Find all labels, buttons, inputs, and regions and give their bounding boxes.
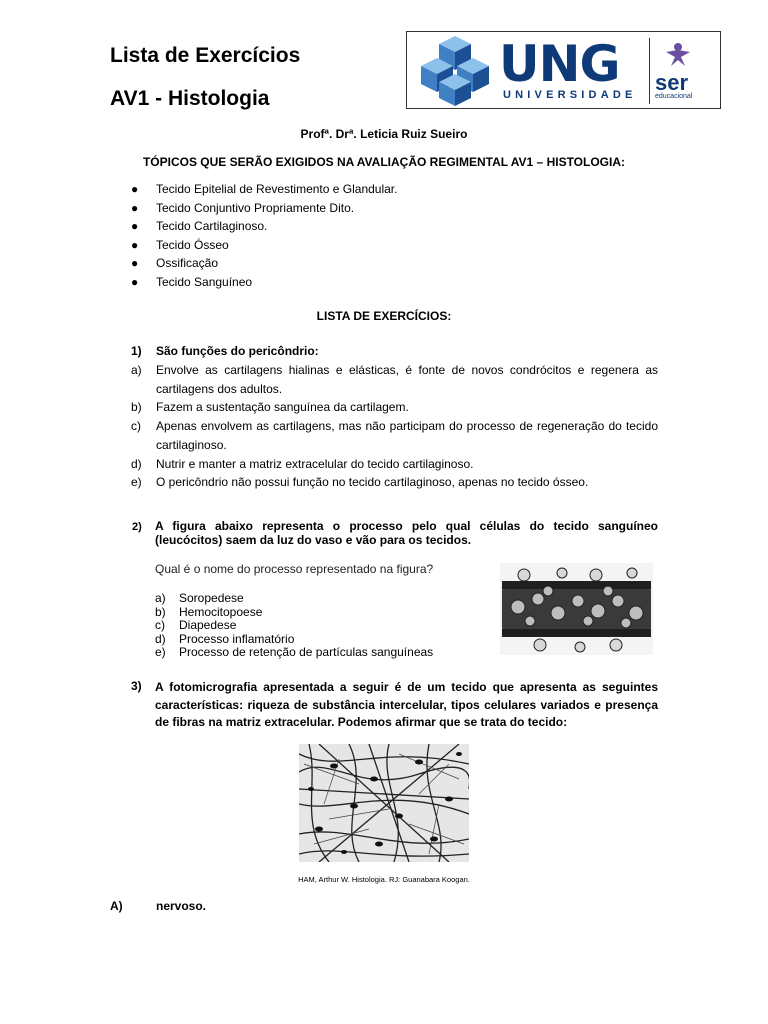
topics-heading: TÓPICOS QUE SERÃO EXIGIDOS NA AVALIAÇÃO REGIMENTAL AV1 – HISTOLOGIA: bbox=[142, 155, 626, 169]
list-item: ● Ossificação bbox=[131, 254, 397, 273]
ung-logo bbox=[406, 31, 721, 109]
q2-options bbox=[155, 592, 433, 660]
list-item: ● Tecido Ósseo bbox=[131, 236, 397, 255]
q1-number: 1) bbox=[131, 344, 142, 358]
logo-ser-text: ser bbox=[655, 70, 689, 95]
diapedese-figure bbox=[500, 563, 653, 655]
list-item: ● Tecido Epitelial de Revestimento e Glandular. bbox=[131, 180, 397, 199]
document-title-line1: Lista de Exercícios bbox=[110, 44, 301, 67]
bullet-icon: ● bbox=[131, 237, 139, 252]
micrograph-image bbox=[299, 744, 469, 862]
list-item: ● Tecido Conjuntivo Propriamente Dito. bbox=[131, 199, 397, 218]
q1-option-c: c) Apenas envolvem as cartilagens, mas não participam do processo de regeneração do tecido cartilaginoso. bbox=[131, 419, 658, 452]
q1-option-b: b) Fazem a sustentação sanguínea da cartilagem. bbox=[131, 400, 409, 414]
q3-option-a-key: A) bbox=[110, 899, 123, 913]
q3-option-a-text: nervoso. bbox=[156, 899, 207, 913]
list-item: ● Tecido Cartilaginoso. bbox=[131, 217, 397, 236]
bullet-icon: ● bbox=[131, 200, 139, 215]
list-item: d) Processo inflamatório bbox=[155, 631, 295, 646]
bullet-icon: ● bbox=[131, 256, 139, 270]
q1-question: São funções do pericôndrio: bbox=[156, 344, 319, 358]
bullet-icon: ● bbox=[131, 219, 139, 233]
q2-subquestion: Qual é o nome do processo representado na figura? bbox=[155, 562, 434, 576]
q2-question: A figura abaixo representa o processo pelo qual células do tecido sanguíneo (leucócitos) saem da luz do vaso e vão para os tecidos. bbox=[155, 519, 658, 547]
logo-universidade-text: UNIVERSIDADE bbox=[503, 89, 637, 101]
q1-option-e: e) O pericôndrio não possui função no tecido cartilaginoso, apenas no tecido ósseo. bbox=[131, 475, 589, 489]
topics-list bbox=[131, 180, 397, 291]
q1-option-d: d) Nutrir e manter a matriz extracelular do tecido cartilaginoso. bbox=[131, 457, 474, 471]
exercises-heading: LISTA DE EXERCÍCIOS: bbox=[316, 309, 452, 323]
list-item: b) Hemocitopoese bbox=[155, 604, 263, 619]
document-title-line2: AV1 - Histologia bbox=[110, 87, 270, 110]
q2-number: 2) bbox=[132, 521, 142, 533]
q3-number: 3) bbox=[131, 679, 142, 693]
q1-option-a: a) Envolve as cartilagens hialinas e elásticas, é fonte de novos condrócitos e regenera as cartilagens dos adultos. bbox=[131, 363, 658, 396]
list-item: e) Processo de retenção de partículas sanguíneas bbox=[155, 645, 434, 659]
logo-separator bbox=[649, 38, 650, 104]
list-item: a) Soropedese bbox=[155, 591, 244, 605]
professor-name: Profª. Drª. Leticia Ruiz Sueiro bbox=[300, 127, 468, 141]
cubes-logo-icon bbox=[413, 34, 497, 108]
bullet-icon: ● bbox=[131, 182, 139, 196]
star-logo-icon bbox=[663, 38, 693, 68]
list-item: c) Diapedese bbox=[155, 618, 237, 632]
bullet-icon: ● bbox=[131, 274, 139, 289]
q3-question: A fotomicrografia apresentada a seguir é de um tecido que apresenta as seguintes características: riqueza de substância intercelular, tipos celulares variados e presença de fibras na matriz extracelular. Podemos afirmar que se trata do tecido: bbox=[155, 680, 658, 729]
micrograph-caption: HAM, Arthur W. Histologia. RJ: Guanabara Koogan. bbox=[298, 875, 470, 884]
logo-educacional-text: educacional bbox=[655, 93, 693, 100]
list-item: ● Tecido Sanguíneo bbox=[131, 273, 397, 292]
logo-ung-text: UNG bbox=[499, 35, 620, 93]
